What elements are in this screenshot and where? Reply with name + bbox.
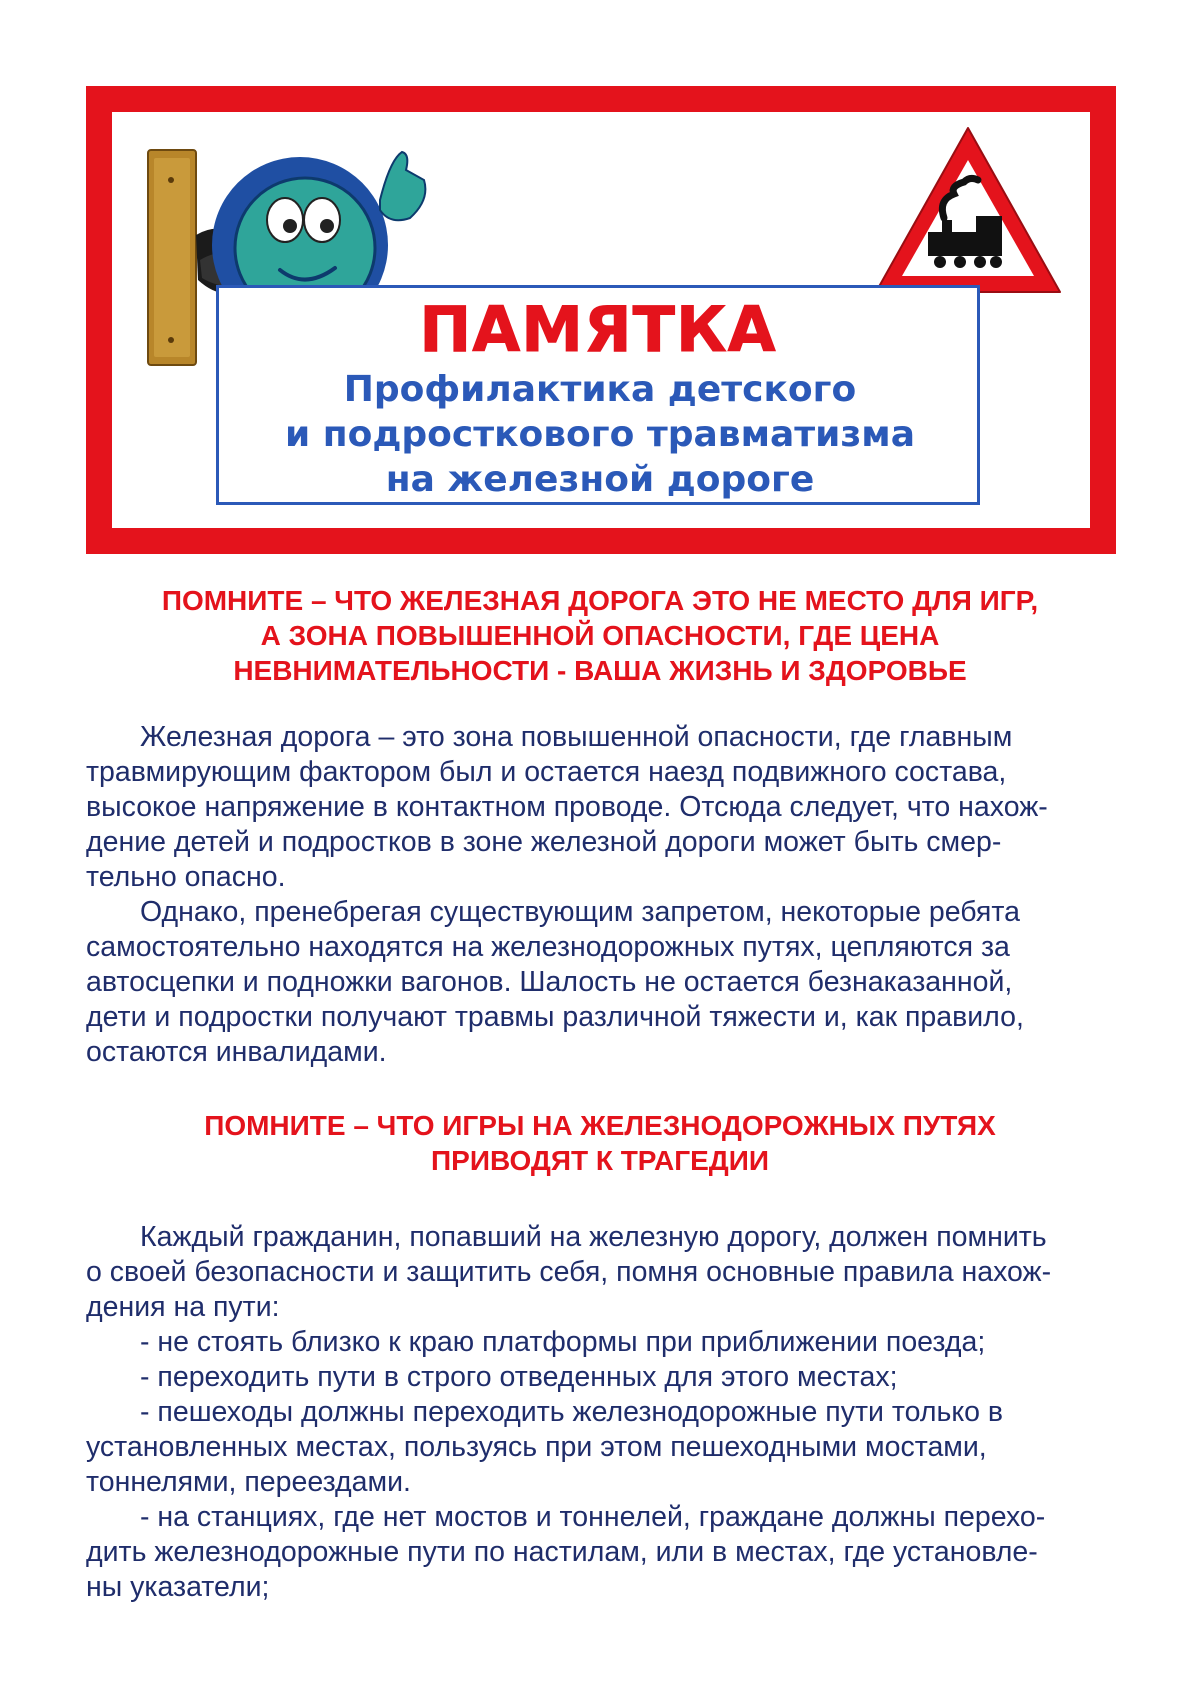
subtitle-line: Профилактика детского [343, 369, 857, 410]
paragraph-line: Железная дорога – это зона повышенной опасности, где главным [140, 721, 1013, 753]
page-subtitle [250, 367, 950, 502]
paragraph-line: автосцепки и подножки вагонов. Шалость не остается безнаказанной, [86, 966, 1013, 998]
rule-item: - на станциях, где нет мостов и тоннелей, граждане должны перехо- [140, 1501, 1046, 1533]
paragraph-line: травмирующим фактором был и остается наезд подвижного состава, [86, 756, 1007, 788]
paragraph-2 [86, 1220, 1116, 1605]
subtitle-line: на железной дороге [385, 459, 815, 500]
railway-crossing-sign-icon [868, 120, 1068, 305]
warning-line: НЕВНИМАТЕЛЬНОСТИ - ВАША ЖИЗНЬ И ЗДОРОВЬЕ [233, 655, 967, 686]
paragraph-line: ны указатели; [86, 1571, 270, 1603]
paragraph-line: дения на пути: [86, 1291, 280, 1323]
warning-heading-2 [90, 1108, 1110, 1178]
warning-line: А ЗОНА ПОВЫШЕННОЙ ОПАСНОСТИ, ГДЕ ЦЕНА [260, 620, 940, 651]
paragraph-line: Однако, пренебрегая существующим запретом, некоторые ребята [140, 896, 1020, 928]
subtitle-line: и подросткового травматизма [284, 414, 916, 455]
paragraph-line: высокое напряжение в контактном проводе. Отсюда следует, что нахож- [86, 791, 1048, 823]
warning-line: ПОМНИТЕ – ЧТО ИГРЫ НА ЖЕЛЕЗНОДОРОЖНЫХ ПУТЯХ [204, 1110, 996, 1141]
warning-heading-1 [90, 583, 1110, 688]
paragraph-line: о своей безопасности и защитить себя, помня основные правила нахож- [86, 1256, 1052, 1288]
page-title: ПАМЯТКА [419, 293, 777, 366]
paragraph-line: тельно опасно. [86, 861, 286, 893]
rule-item: - переходить пути в строго отведенных для этого местах; [140, 1361, 898, 1393]
warning-line: ПОМНИТЕ – ЧТО ЖЕЛЕЗНАЯ ДОРОГА ЭТО НЕ МЕСТО ДЛЯ ИГР, [161, 585, 1039, 616]
rule-item: - не стоять близко к краю платформы при приближении поезда; [140, 1326, 986, 1358]
paragraph-line: Каждый гражданин, попавший на железную дорогу, должен помнить [140, 1221, 1047, 1253]
paragraph-line: дети и подростки получают травмы различной тяжести и, как правило, [86, 1001, 1024, 1033]
paragraph-line: дение детей и подростков в зоне железной дороги может быть смер- [86, 826, 1002, 858]
paragraph-line: дить железнодорожные пути по настилам, или в местах, где установле- [86, 1536, 1038, 1568]
paragraph-line: самостоятельно находятся на железнодорожных путях, цепляются за [86, 931, 1010, 963]
rule-item: - пешеходы должны переходить железнодорожные пути только в [140, 1396, 1004, 1428]
warning-line: ПРИВОДЯТ К ТРАГЕДИИ [431, 1145, 769, 1176]
paragraph-1 [86, 720, 1116, 1070]
paragraph-line: остаются инвалидами. [86, 1036, 387, 1068]
paragraph-line: установленных местах, пользуясь при этом пешеходными мостами, [86, 1431, 987, 1463]
paragraph-line: тоннелями, переездами. [86, 1466, 411, 1498]
